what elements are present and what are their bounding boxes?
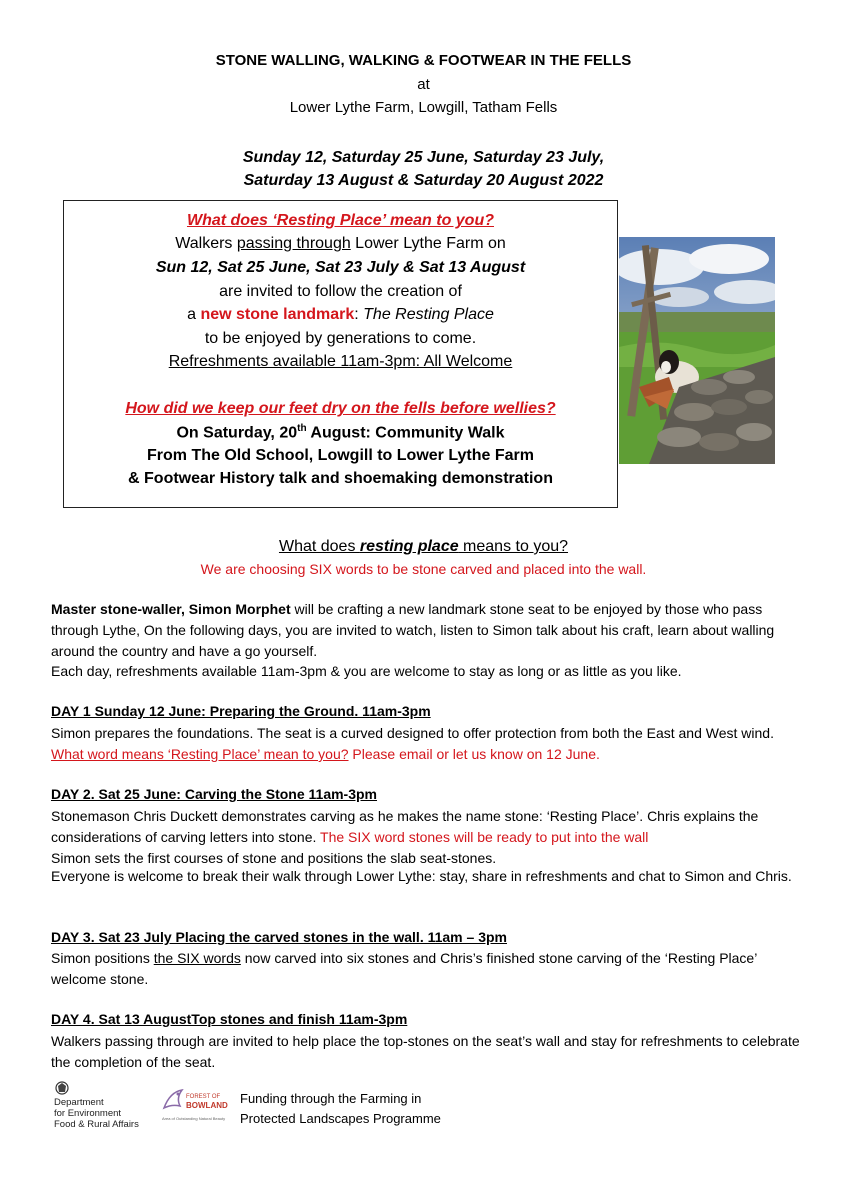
day4-text: Walkers passing through are invited to help place the top-stones on the seat’s wall and stay for refreshments to celebrate the completion of the seat. <box>51 1033 800 1070</box>
box-question-1: What does ‘Resting Place’ mean to you? <box>186 212 494 229</box>
funding-text <box>240 1089 441 1129</box>
day1-text <box>51 723 801 765</box>
at-text: at <box>417 76 430 93</box>
funding-line-1: Funding through the Farming in <box>240 1091 422 1106</box>
day3-text <box>51 948 801 990</box>
defra-line-3: Food & Rural Affairs <box>54 1119 139 1130</box>
box-line-6: Refreshments available 11am-3pm: All Welcome <box>168 353 513 370</box>
section-subtitle: We are choosing SIX words to be stone carved and placed into the wall. <box>200 561 647 577</box>
box-line-4c: : <box>354 306 364 323</box>
section-title-c: means to you? <box>458 538 569 555</box>
box-line-5: to be enjoyed by generations to come. <box>204 330 477 347</box>
day2-line-3: Everyone is welcome to break their walk through Lower Lythe: stay, share in refreshments and chat to Simon and Chris. <box>51 868 792 884</box>
day1-heading: DAY 1 Sunday 12 June: Preparing the Ground. 11am-3pm <box>51 703 431 719</box>
sheep-wall-photo <box>619 237 775 464</box>
day1-red-link[interactable]: What word means ‘Resting Place’ mean to you? <box>51 746 349 762</box>
day2-heading: DAY 2. Sat 25 June: Carving the Stone 11am-3pm <box>51 786 378 802</box>
intro-line-2: Each day, refreshments available 11am-3pm & you are welcome to stay as long or as little as you like. <box>51 663 682 679</box>
info-box <box>63 200 618 508</box>
forest-of-bowland-logo <box>158 1084 228 1130</box>
bowland-line-2: BOWLAND <box>186 1101 228 1110</box>
box-line-4d: The Resting Place <box>363 306 494 323</box>
box-line-7sup: th <box>297 423 307 434</box>
intro-bold: Master stone-waller, Simon Morphet <box>51 601 291 617</box>
day4-heading: DAY 4. Sat 13 AugustTop stones and finish 11am-3pm <box>51 1011 408 1027</box>
bird-icon <box>160 1086 188 1114</box>
bowland-line-1: FOREST OF <box>186 1094 221 1100</box>
box-line-1c: Lower Lythe Farm on <box>350 235 506 252</box>
funding-line-2: Protected Landscapes Programme <box>240 1111 441 1126</box>
day2-body: Stonemason Chris Duckett demonstrates carving as he makes the name stone: ‘Resting Place’. Chris explains the considerations of carving letters into stone. <box>51 808 759 845</box>
section-title <box>0 538 847 556</box>
venue-text: Lower Lythe Farm, Lowgill, Tatham Fells <box>289 99 558 116</box>
day2-text <box>51 806 801 848</box>
section-title-b: resting place <box>359 538 459 555</box>
box-line-4b: new stone landmark <box>200 306 355 323</box>
box-line-1 <box>64 235 617 253</box>
day3-text-b: now carved into six stones and Chris’s finished stone carving of the ‘Resting Place’ welcome stone. <box>51 950 757 987</box>
intro-paragraph <box>51 599 801 662</box>
crest-icon <box>54 1080 70 1096</box>
box-line-4a: a <box>187 306 201 323</box>
photo-illustration <box>619 237 775 464</box>
dates-line-2: Saturday 13 August & Saturday 20 August 2022 <box>243 172 604 189</box>
day1-body: Simon prepares the foundations. The seat is a curved designed to offer protection from both the East and West wind. <box>51 725 774 741</box>
day2-red-text: The SIX word stones will be ready to put into the wall <box>320 829 649 845</box>
page-title: STONE WALLING, WALKING & FOOTWEAR IN THE FELLS <box>215 52 632 69</box>
box-question-2: How did we keep our feet dry on the fells before wellies? <box>125 400 556 417</box>
day1-red-text: Please email or let us know on 12 June. <box>348 746 600 762</box>
box-line-7b: August: Community Walk <box>306 424 505 442</box>
intro-text: will be crafting a new landmark stone seat to be enjoyed by those who pass through Lythe, On the following days, you are invited to watch, listen to Simon talk about his craft, learn about walling around the country and have a go yourself. <box>51 601 775 659</box>
day3-text-underlined: the SIX words <box>153 950 241 966</box>
bowland-line-3: Area of Outstanding Natural Beauty <box>162 1116 226 1121</box>
box-line-9: & Footwear History talk and shoemaking demonstration <box>128 470 553 487</box>
defra-line-1: Department <box>54 1097 104 1108</box>
defra-text <box>54 1097 139 1130</box>
day3-text-a: Simon positions <box>51 950 154 966</box>
box-line-3: are invited to follow the creation of <box>219 283 462 300</box>
event-dates <box>0 146 847 192</box>
dates-line-1: Sunday 12, Saturday 25 June, Saturday 23 July, <box>242 149 605 166</box>
box-line-1a: Walkers <box>175 235 237 252</box>
box-line-7a: On Saturday, 20 <box>176 424 298 442</box>
day3-heading: DAY 3. Sat 23 July Placing the carved stones in the wall. 11am – 3pm <box>51 929 507 945</box>
section-title-a: What does <box>278 538 360 555</box>
box-line-2: Sun 12, Sat 25 June, Sat 23 July & Sat 13 August <box>155 259 526 276</box>
box-line-8: From The Old School, Lowgill to Lower Lythe Farm <box>147 447 534 464</box>
defra-line-2: for Environment <box>54 1108 122 1119</box>
box-line-7 <box>64 423 617 442</box>
box-line-1b: passing through <box>236 235 351 252</box>
box-line-4 <box>64 306 617 324</box>
defra-logo <box>52 1080 142 1130</box>
day2-line-2: Simon sets the first courses of stone and positions the slab seat-stones. <box>51 850 497 866</box>
